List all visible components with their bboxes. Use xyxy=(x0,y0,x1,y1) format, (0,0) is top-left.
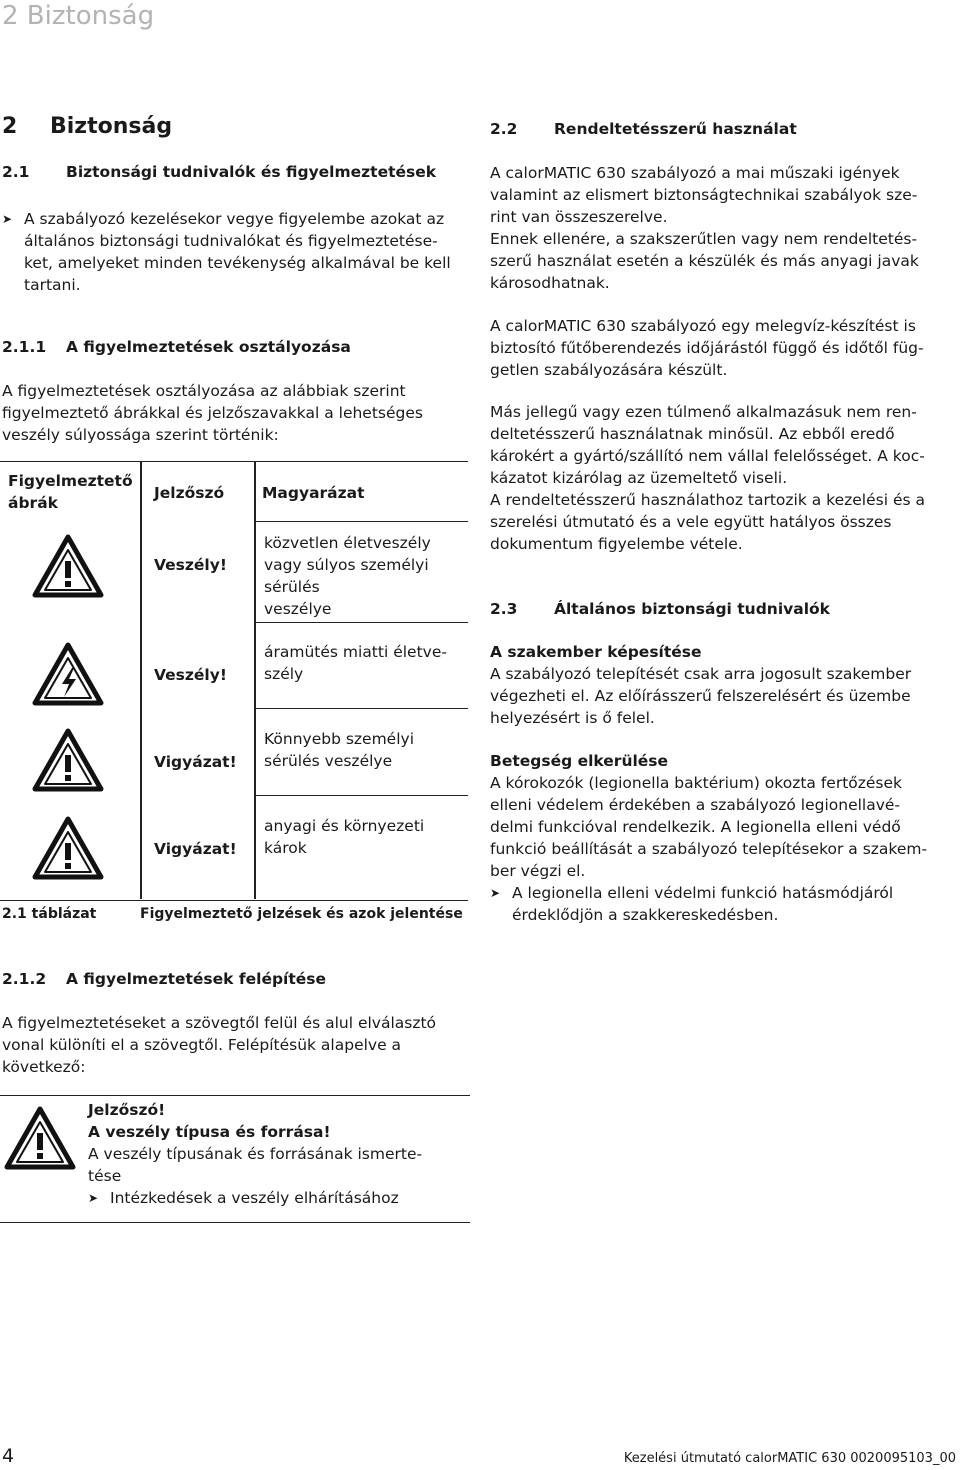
subsection-heading-2-2: 2.2 Rendeltetésszerű használat xyxy=(490,120,797,138)
table-row-line xyxy=(254,708,468,709)
disease-prevention-block: Betegség elkerülése A kórokozók (legionella baktérium) okozta fertőzések elleni védelem érdekében a szabályozó legionellavé- delmi funkcióval rendelkezik. A legionella elleni védő funkció beállítását a szabályozó telepítésekor a szakem- ber végzi el. ➤ A legionella elleni védelmi funkció hatásmódjáról érdeklődjön a szakkereskedésben. xyxy=(490,750,958,926)
subsection-heading-2-1: 2.1 Biztonsági tudnivalók és figyelmeztetések xyxy=(2,163,437,181)
warning-triangle-icon xyxy=(32,816,104,880)
warning-danger-type: A veszély típusa és forrása! xyxy=(88,1123,331,1141)
paragraph-liability: Más jellegű vagy ezen túlmenő alkalmazásuk nem ren- deltetésszerű használatnak minősül. Az ebből eredő károkért a gyártó/szállító nem vállal felelősséget. A koc- kázatot kizárólag az üzemeltető viseli. A rendeltetésszerű használathoz tartozik a kezelési és a szerelési útmutató és a vele együtt hatályos összes dokumentum figyelembe vétele. xyxy=(490,403,925,553)
qualification-title: A szakember képesítése xyxy=(490,643,702,661)
paragraph-controller-purpose: A calorMATIC 630 szabályozó egy melegvíz-készítést is biztosító fűtőberendezés időjárástól függő és időtől füg- getlen szabályozására készült. xyxy=(490,317,924,379)
warning-triangle-icon xyxy=(4,1106,76,1170)
page-number: 4 xyxy=(2,1445,15,1467)
table-row-line xyxy=(254,622,468,623)
table-row-line xyxy=(254,795,468,796)
warning-table xyxy=(0,461,468,901)
paragraph-intended-use: A calorMATIC 630 szabályozó a mai műszaki igények valamint az elismert biztonságtechnikai szabályok sze- rint van összeszerelve. Ennek ellenére, a szakszerűtlen vagy nem rendeltetés- szerű használat esetén a készülék és más anyagi javak károsodhatnak. xyxy=(490,164,919,292)
warning-triangle-icon xyxy=(32,534,104,598)
section-title: Biztonság xyxy=(50,114,173,139)
paragraph-structure: A figyelmeztetéseket a szövegtől felül és alul elválasztó vonal különíti el a szövegtől. Felépítésük alapelve a következő: xyxy=(2,1014,437,1076)
warning-example-box xyxy=(0,1095,470,1223)
table-divider xyxy=(254,462,256,899)
section-heading xyxy=(2,113,172,141)
signal-word: Veszély! xyxy=(154,556,227,574)
subsection-heading-2-1-1: 2.1.1 A figyelmeztetések osztályozása xyxy=(2,338,351,356)
signal-word: Veszély! xyxy=(154,666,227,684)
table-header-explanation: Magyarázat xyxy=(262,484,365,502)
subsection-heading-2-3: 2.3 Általános biztonsági tudnivalók xyxy=(490,600,830,618)
electric-shock-icon xyxy=(32,642,104,706)
table-row-line xyxy=(254,521,468,522)
table-caption: 2.1 táblázat Figyelmeztető jelzések és azok jelentése xyxy=(2,906,463,922)
warning-signal-word: Jelzőszó! xyxy=(88,1101,166,1119)
bullet-safety-notes: ➤ A szabályozó kezelésekor vegye figyelembe azokat az általános biztonsági tudnivalókat és figyelmeztetése- ket, amelyeket minden tevékenység alkalmával be kell tartani. xyxy=(2,208,472,296)
paragraph-classification: A figyelmeztetések osztályozása az alábbiak szerint figyelmeztető ábrákkal és jelzőszavakkal a lehetséges veszély súlyossága szerint történik: xyxy=(2,382,423,444)
bullet-legionella: ➤ A legionella elleni védelmi funkció hatásmódjáról érdeklődjön a szakkereskedésben. xyxy=(490,882,958,926)
warning-example-content xyxy=(88,1099,468,1209)
signal-word: Vigyázat! xyxy=(154,840,237,858)
qualification-block: A szakember képesítése A szabályozó telepítését csak arra jogosult szakember végezheti el. Az előírásszerű felszerelésért és üzembe helyezésért is ő felel. xyxy=(490,641,958,729)
signal-word: Vigyázat! xyxy=(154,753,237,771)
warning-description: A veszély típusának és forrásának ismerte- tése xyxy=(88,1145,423,1185)
table-header-icons: Figyelmeztető ábrák xyxy=(8,472,133,512)
table-divider xyxy=(140,462,142,899)
warning-triangle-icon xyxy=(32,728,104,792)
explanation-text: Könnyebb személyi sérülés veszélye xyxy=(264,730,415,770)
warning-action: ➤ Intézkedések a veszély elhárításához xyxy=(88,1187,468,1209)
explanation-text: közvetlen életveszély vagy súlyos személyi sérülés veszélye xyxy=(264,534,431,618)
explanation-text: áramütés miatti életve- szély xyxy=(264,643,447,683)
document-reference: Kezelési útmutató calorMATIC 630 0020095103_00 xyxy=(623,1451,956,1466)
explanation-text: anyagi és környezeti károk xyxy=(264,817,425,857)
running-header: 2 Biztonság xyxy=(2,1,155,31)
disease-title: Betegség elkerülése xyxy=(490,752,669,770)
subsection-heading-2-1-2: 2.1.2 A figyelmeztetések felépítése xyxy=(2,970,327,988)
table-header-signal: Jelzőszó xyxy=(154,484,225,502)
section-number: 2 xyxy=(2,114,18,139)
